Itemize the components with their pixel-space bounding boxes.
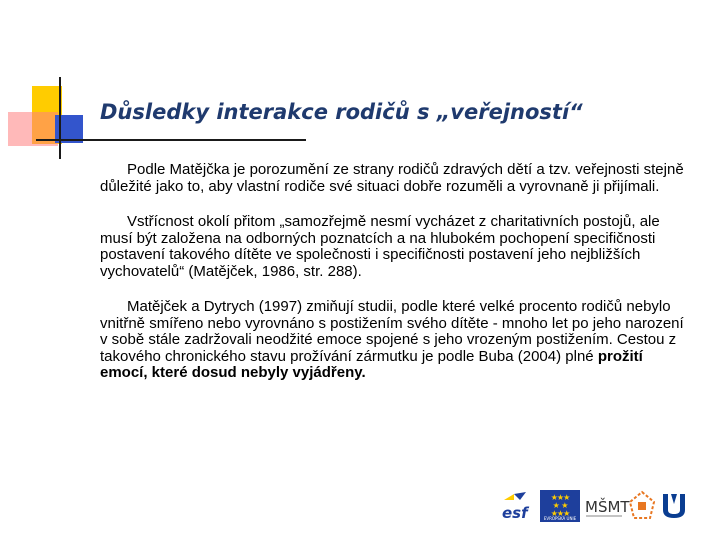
slide-body <box>100 162 688 401</box>
msmt-logo-icon <box>584 490 630 522</box>
eu-stars-icon: ★★★ ★ ★ ★★★ <box>550 493 570 518</box>
msmt-logo-text: MŠMT <box>585 498 630 516</box>
paragraph-1-text: Podle Matějčka je porozumění ze strany rodičů zdravých dětí a tzv. veřejnosti stejně důležité jako to, aby vlastní rodiče své situaci dobře rozuměli a vyrovnaně ji přijímali. <box>100 161 684 195</box>
paragraph-2-text: Vstřícnost okolí přitom „samozřejmě nesmí vycházet z charitativních postojů, ale musí být založena na odborných poznatcích a na hlubokém pochopení specifičnosti postavení takového dítěte ve společnosti i specifičnosti postavení jeho nejbližších vychovatelů“ (Matějček, 1986, str. 288). <box>100 213 660 280</box>
eu-flag-icon <box>540 490 580 522</box>
logo-strip <box>500 490 690 522</box>
slide-title: Důsledky interakce rodičů s „veřejností“ <box>100 100 583 124</box>
decor-horizontal-line <box>36 139 306 141</box>
decor-vertical-line <box>59 77 61 159</box>
eu-flag-caption: EVROPSKÁ UNIE <box>543 516 577 521</box>
mu-logo-icon <box>660 490 688 522</box>
esf-logo-text: esf <box>502 504 528 522</box>
paragraph-2 <box>100 214 688 280</box>
esf-logo-icon <box>500 490 536 522</box>
op-vk-logo-icon <box>628 490 656 522</box>
paragraph-3 <box>100 299 688 382</box>
paragraph-1 <box>100 162 688 195</box>
paragraph-3-text: Matějček a Dytrych (1997) zmiňují studii, podle které velké procento rodičů nebylo vnitřně smířeno nebo vyrovnáno s postižením svého dítěte - mnoho let po jeho narození v sobě stále zadržovali neodžité emoce spojené s jeho vrozeným postižením. Cestou z takového chronického stavu prožívání zármutku je podle Buba (2004) plné <box>100 298 684 365</box>
paragraph-3-bold-text: prožití emocí, které dosud nebyly vyjádřeny. <box>100 347 643 381</box>
